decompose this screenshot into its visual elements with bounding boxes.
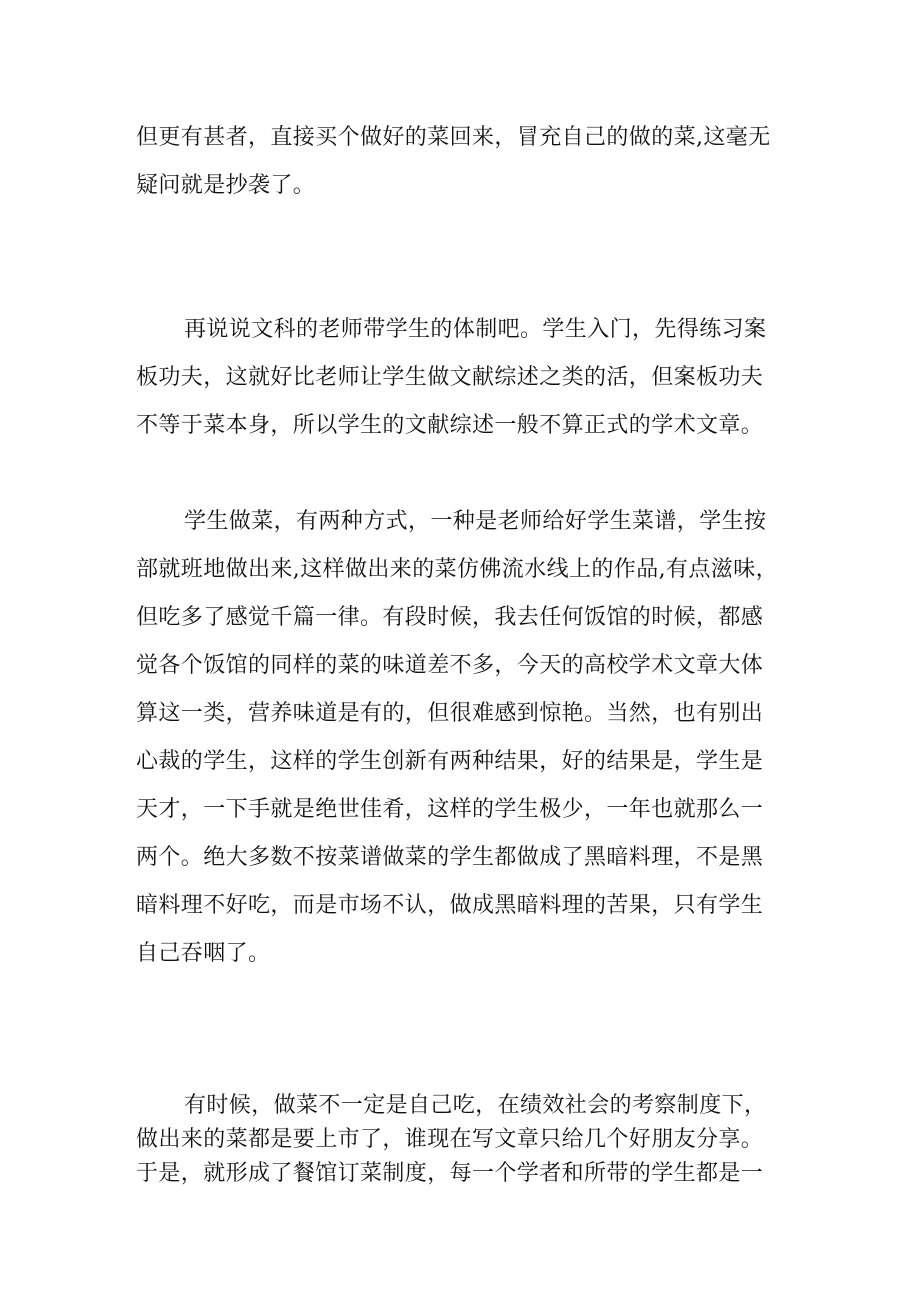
text-line: 于是，就形成了餐馆订菜制度，每一个学者和所带的学生都是一 — [136, 1161, 764, 1186]
text-line: 再说说文科的老师带学生的体制吧。学生入门，先得练习案 — [184, 317, 767, 342]
text-line: 疑问就是抄袭了。 — [136, 173, 316, 198]
text-line: 心裁的学生，这样的学生创新有两种结果，好的结果是，学生是 — [136, 749, 764, 774]
text-line: 但吃多了感觉千篇一律。有段时候，我去任何饭馆的时候，都感 — [136, 605, 764, 630]
text-line: 暗料理不好吃，而是市场不认，做成黑暗料理的苦果，只有学生 — [136, 893, 764, 918]
text-line: 学生做菜，有两种方式，一种是老师给好学生菜谱，学生按 — [184, 509, 767, 534]
text-line: 两个。绝大多数不按菜谱做菜的学生都做成了黑暗料理，不是黑 — [136, 845, 764, 870]
text-line: 做出来的菜都是要上市了，谁现在写文章只给几个好朋友分享。 — [136, 1127, 764, 1152]
text-line: 觉各个饭馆的同样的菜的味道差不多，今天的高校学术文章大体 — [136, 653, 764, 678]
text-line: 天才，一下手就是绝世佳肴，这样的学生极少，一年也就那么一 — [136, 797, 764, 822]
text-line: 板功夫，这就好比老师让学生做文献综述之类的活，但案板功夫 — [136, 365, 764, 390]
text-line: 有时候，做菜不一定是自己吃，在绩效社会的考察制度下， — [184, 1093, 767, 1118]
text-line: 自己吞咽了。 — [136, 941, 271, 966]
text-line: 算这一类，营养味道是有的，但很难感到惊艳。当然，也有别出 — [136, 701, 764, 726]
text-line: 不等于菜本身，所以学生的文献综述一般不算正式的学术文章。 — [136, 413, 764, 438]
text-line: 但更有甚者，直接买个做好的菜回来，冒充自己的做的菜,这毫无 — [136, 125, 771, 150]
text-line: 部就班地做出来,这样做出来的菜仿佛流水线上的作品,有点滋味， — [136, 557, 778, 582]
